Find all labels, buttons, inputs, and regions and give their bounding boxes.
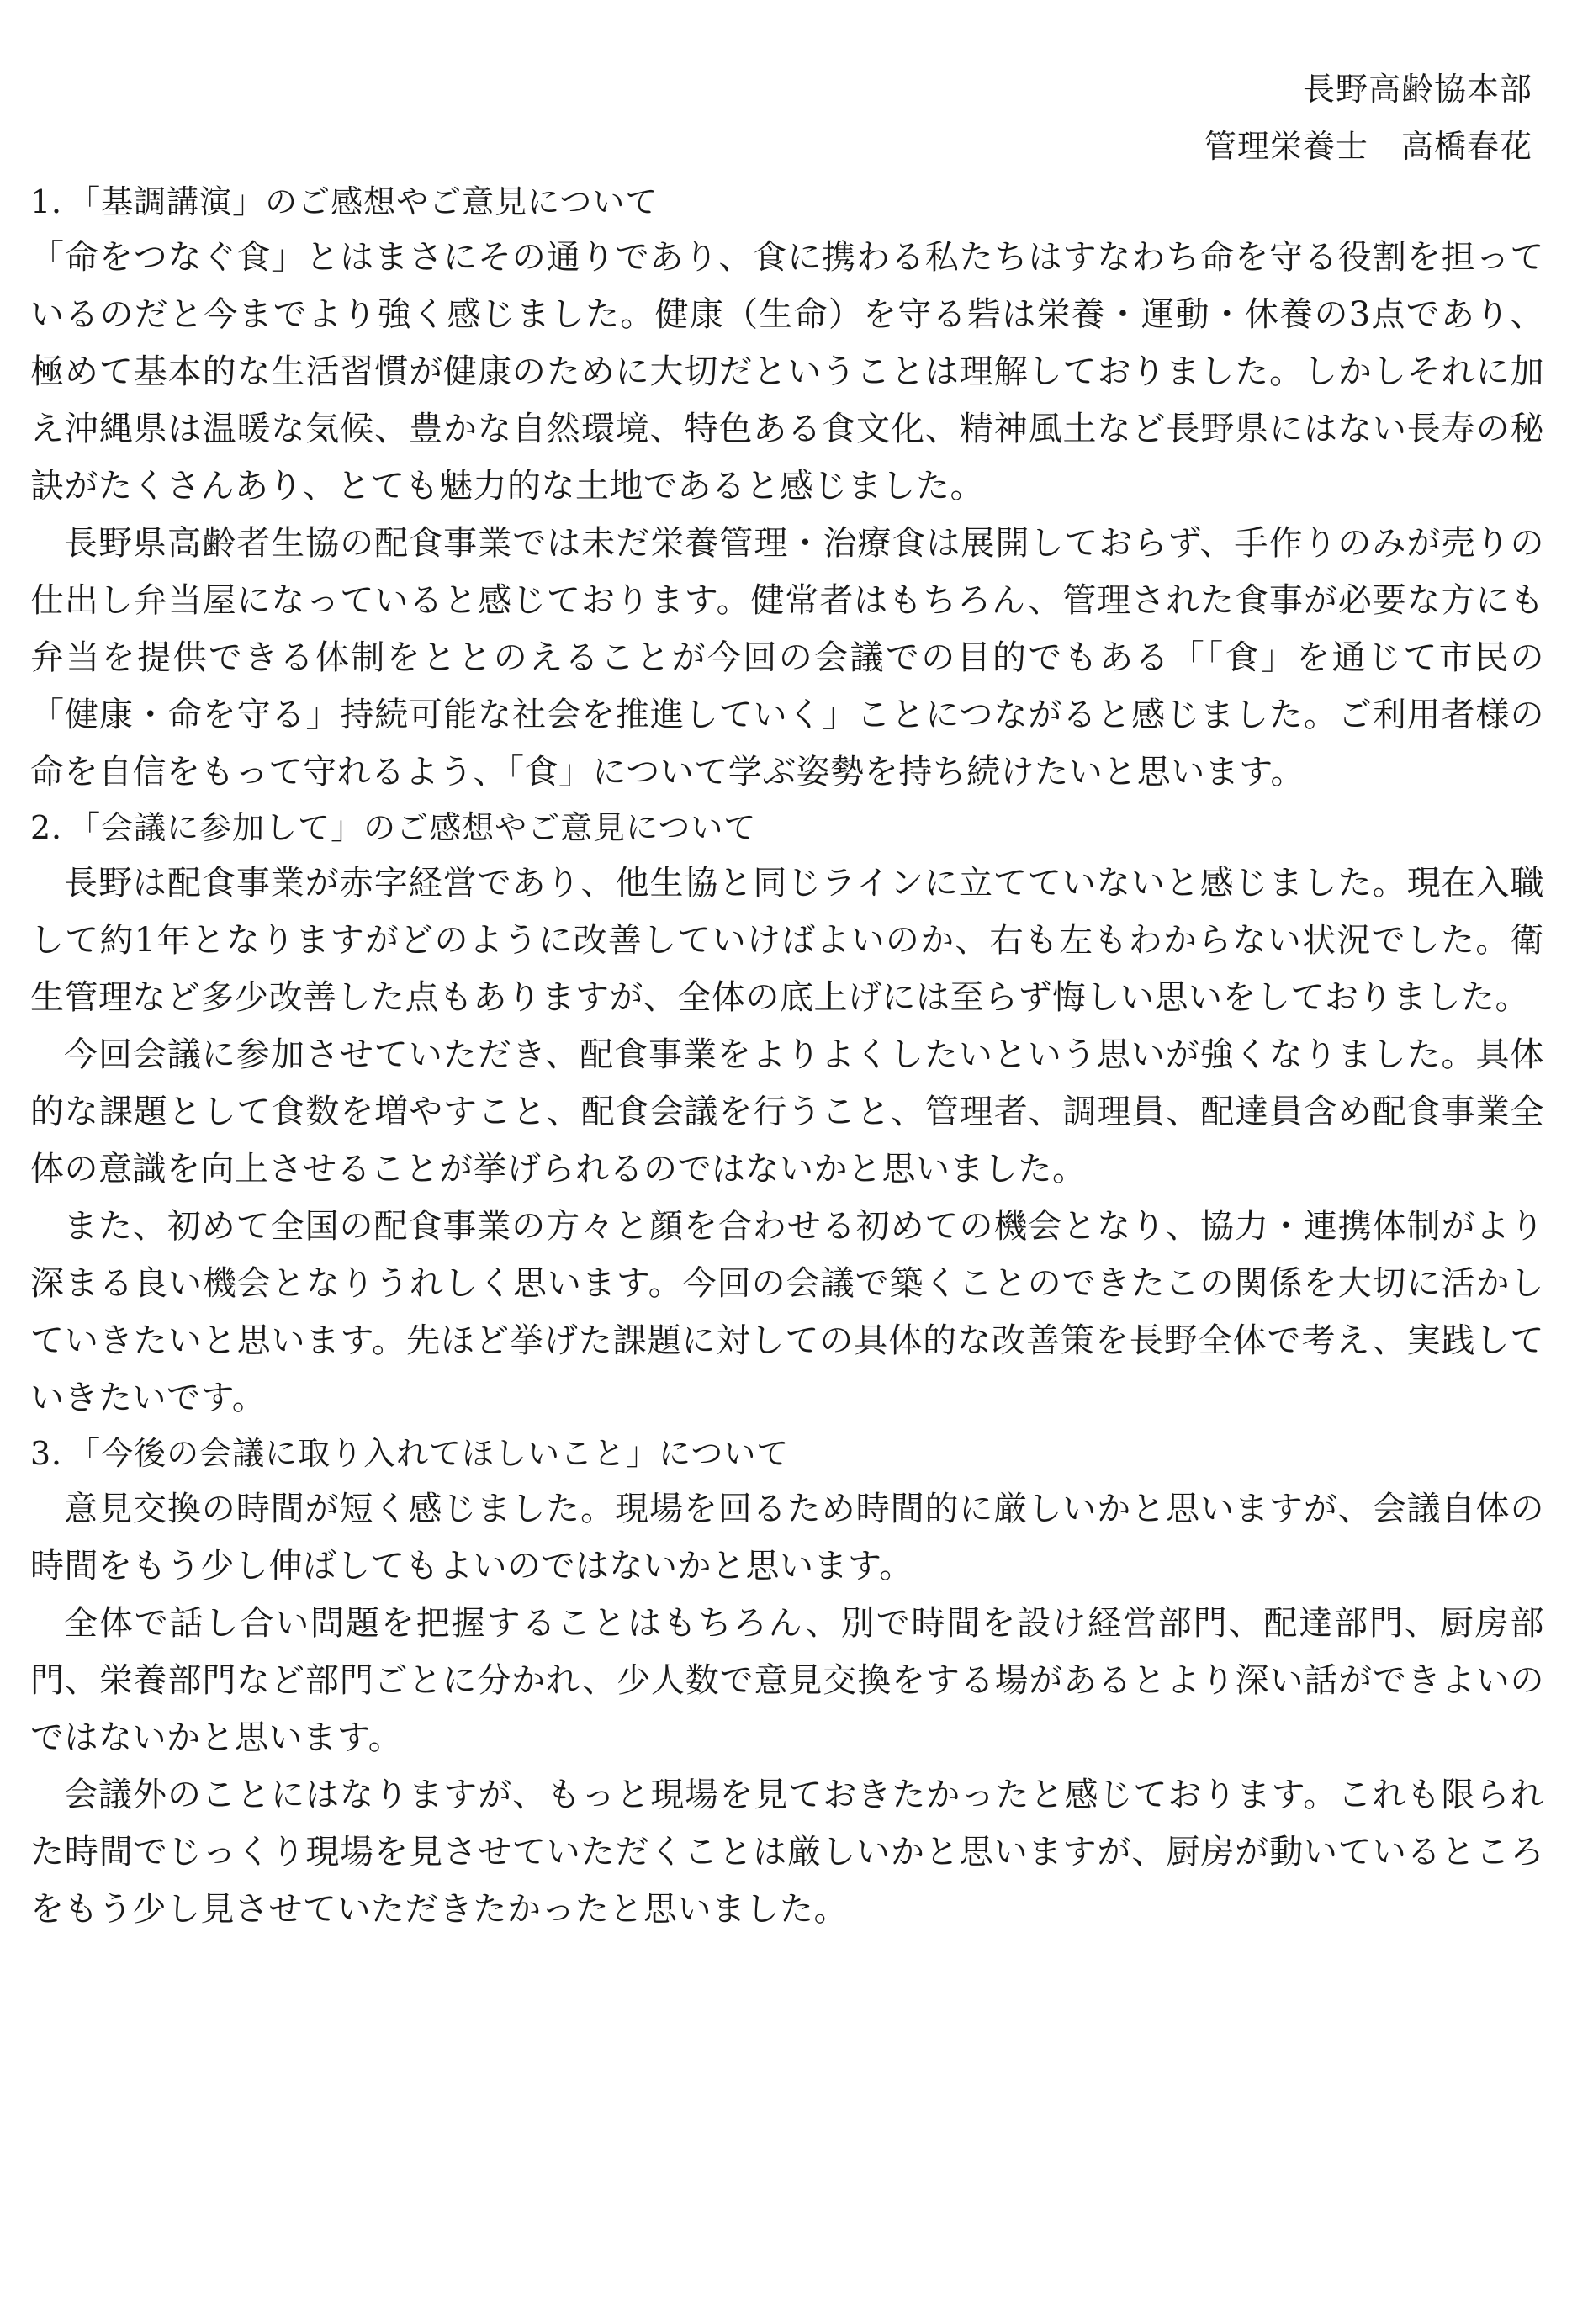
paragraph: 「命をつなぐ食」とはまさにその通りであり、食に携わる私たちはすなわち命を守る役割を担っているのだと今までより強く感じました。健康（生命）を守る砦は栄養・運動・休養の3点であり、極めて基本的な生活習慣が健康のために大切だということは理解しておりました。しかしそれに加え沖縄県は温暖な気候、豊かな自然環境、特色ある食文化、精神風土など長野県にはない長寿の秘訣がたくさんあり、とても魅力的な土地であると感じました。	[30, 238, 1544, 506]
paragraph: 長野県高齢者生協の配食事業では未だ栄養管理・治療食は展開しておらず、手作りのみが売りの仕出し弁当屋になっていると感じております。健常者はもちろん、管理された食事が必要な方にも弁当を提供できる体制をととのえることが今回の会議での目的でもある「「食」を通じて市民の「健康・命を守る」持続可能な社会を推進していく」ことにつながると感じました。ご利用者様の命を自信をもって守れるよう、「食」について学ぶ姿勢を持ち続けたいと思います。	[30, 524, 1544, 791]
section-conference	[30, 801, 1544, 1427]
paragraph: また、初めて全国の配食事業の方々と顔を合わせる初めての機会となり、協力・連携体制がより深まる良い機会となりうれしく思います。今回の会議で築くことのできたこの関係を大切に活かしていきたいと思います。先ほど挙げた課題に対しての具体的な改善策を長野全体で考え、実践していきたいです。	[30, 1207, 1544, 1417]
section-heading: 2．「会議に参加して」のご感想やご意見について	[30, 809, 757, 846]
paragraph: 会議外のことにはなりますが、もっと現場を見ておきたかったと感じております。これも限られた時間でじっくり現場を見させていただくことは厳しいかと思いますが、厨房が動いているところをもう少し見させていただきたかったと思いました。	[30, 1776, 1544, 1929]
paragraph: 長野は配食事業が赤字経営であり、他生協と同じラインに立てていないと感じました。現在入職して約1年となりますがどのように改善していけばよいのか、右も左もわからない状況でした。衛生管理など多少改善した点もありますが、全体の底上げには至らず悔しい思いをしておりました。	[30, 864, 1544, 1017]
document-body	[30, 61, 1544, 1938]
paragraph: 今回会議に参加させていただき、配食事業をよりよくしたいという思いが強くなりました。具体的な課題として食数を増やすこと、配食会議を行うこと、管理者、調理員、配達員含め配食事業全体の意識を向上させることが挙げられるのではないかと思いました。	[30, 1035, 1544, 1188]
section-heading: 1．「基調講演」のご感想やご意見について	[30, 183, 659, 220]
author-name: 管理栄養士 高橋春花	[1204, 128, 1532, 165]
paragraph: 意見交換の時間が短く感じました。現場を回るため時間的に厳しいかと思いますが、会議自体の時間をもう少し伸ばしてもよいのではないかと思います。	[30, 1490, 1544, 1586]
paragraph: 全体で話し合い問題を把握することはもちろん、別で時間を設け経営部門、配達部門、厨房部門、栄養部門など部門ごとに分かれ、少人数で意見交換をする場があるとより深い話ができよいのではないかと思います。	[30, 1604, 1544, 1757]
author-block	[30, 61, 1544, 175]
section-future-requests	[30, 1427, 1544, 1938]
section-keynote	[30, 175, 1544, 801]
section-heading: 3．「今後の会議に取り入れてほしいこと」について	[30, 1435, 790, 1472]
organization-name: 長野高齢協本部	[1302, 71, 1532, 108]
